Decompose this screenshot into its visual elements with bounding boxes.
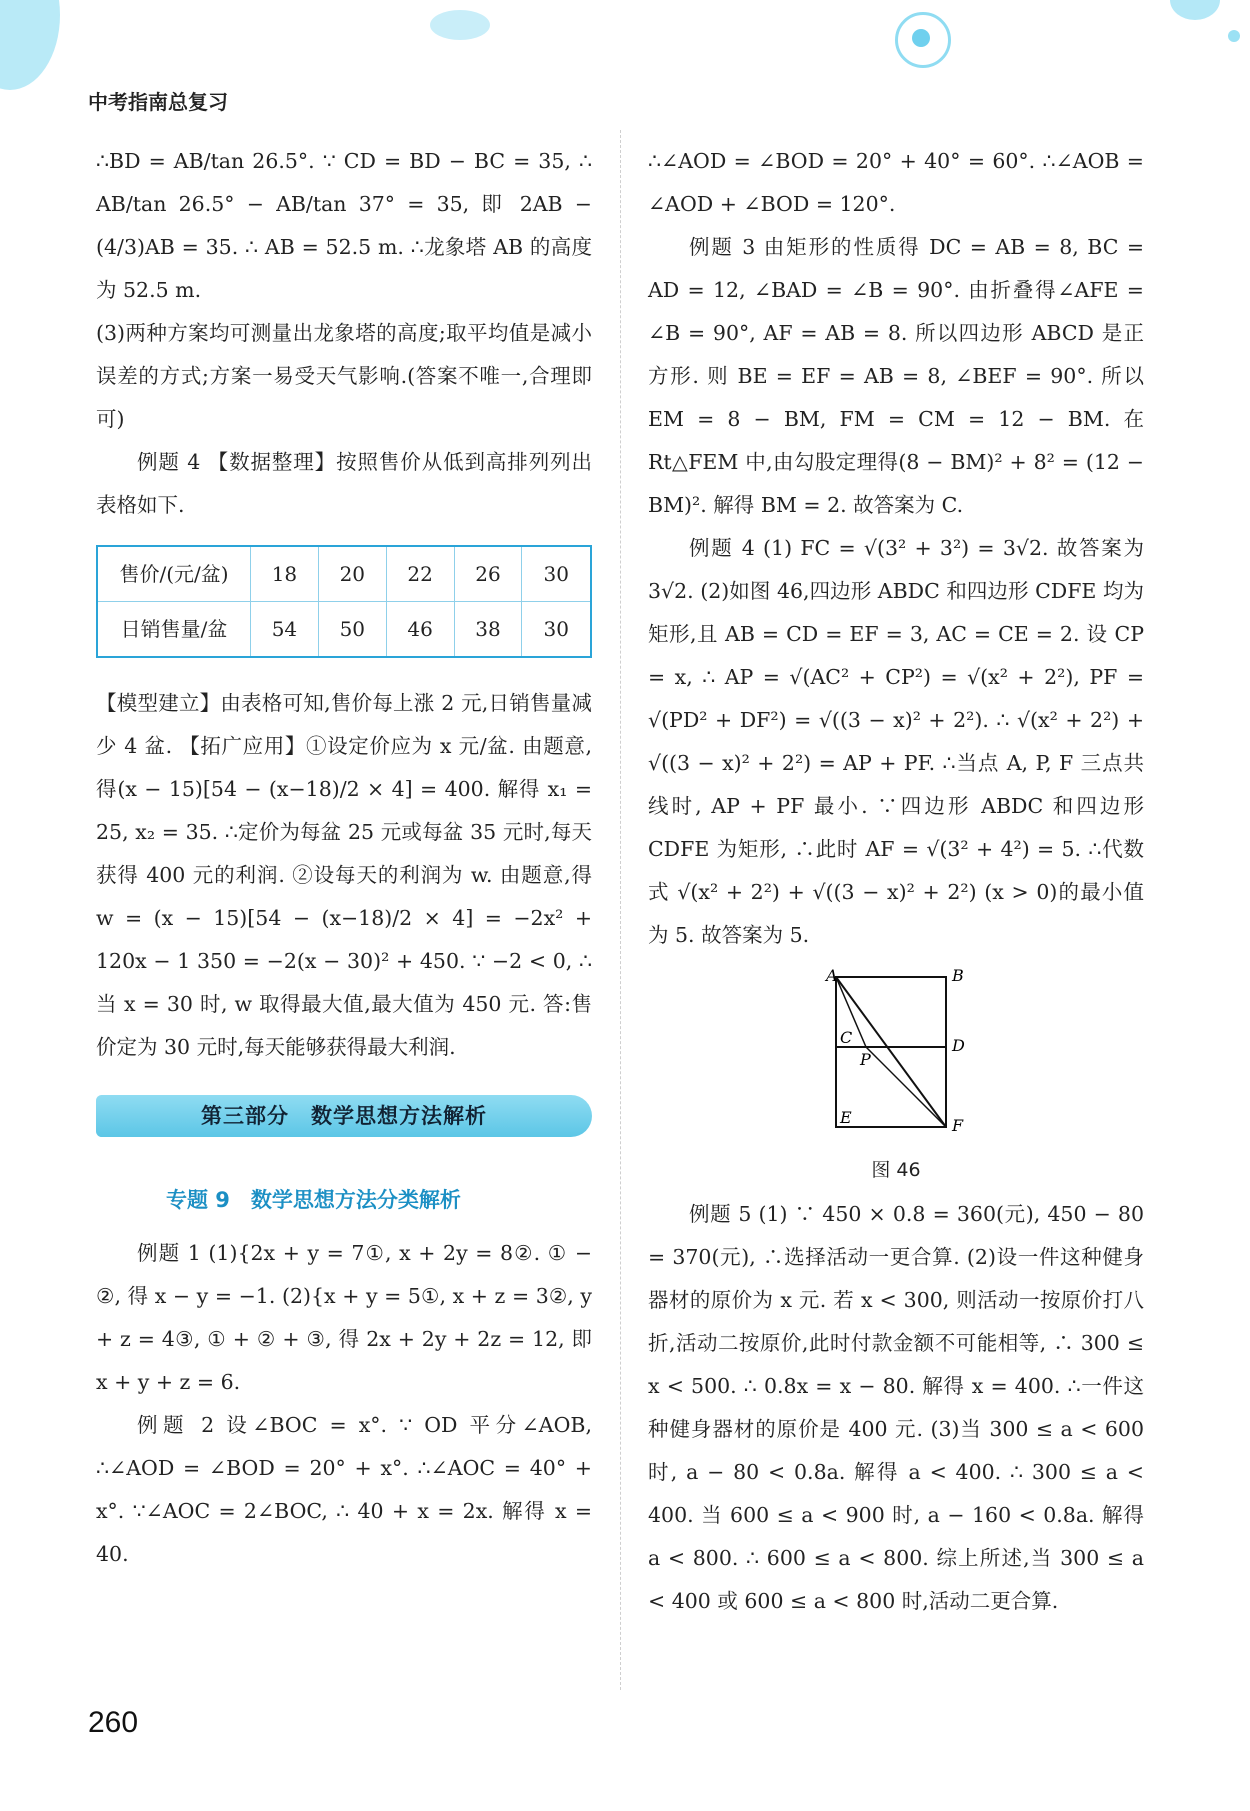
price-sales-table — [96, 545, 592, 658]
left-paragraph-4: 【模型建立】由表格可知,售价每上涨 2 元,日销售量减少 4 盆. 【拓广应用】①设定价应为 x 元/盆. 由题意,得(x − 15)[54 − (x−18)/2 × 4] = 400. 解得 x₁ = 25, x₂ = 35. ∴定价为每盆 25 元或每盆 35 元时,每天获得 400 元的利润. ②设每天的利润为 w. 由题意,得 w = (x − 15)[54 − (x−18)/2 × 4] = −2x² + 120x − 1 350 = −2(x − 30)² + 450. ∵ −2 < 0, ∴当 x = 30 时, w 取得最大值,最大值为 450 元. 答:售价定为 30 元时,每天能够获得最大利润. — [96, 691, 592, 1059]
table-cell: 54 — [251, 602, 319, 658]
label-a: A — [826, 967, 838, 985]
header-title: 中考指南总复习 — [88, 90, 228, 114]
label-e: E — [840, 1108, 852, 1127]
left-paragraph-6: 例题 2 设∠BOC = x°. ∵ OD 平分∠AOB, ∴∠AOD = ∠BOD = 20° + x°. ∴∠AOC = 40° + x°. ∵∠AOC = 2∠BOC, ∴ 40 + x = 2x. 解得 x = 40. — [96, 1413, 592, 1566]
decor-dot-right — [1228, 30, 1240, 42]
decor-bubble-small — [430, 10, 490, 40]
decor-dot — [912, 29, 930, 47]
right-column — [648, 140, 1144, 1623]
table-cell: 22 — [386, 546, 454, 602]
table-cell: 38 — [454, 602, 522, 658]
right-paragraph-3: 例题 4 (1) FC = √(3² + 3²) = 3√2. 故答案为 3√2. (2)如图 46,四边形 ABDC 和四边形 CDFE 均为矩形,且 AB = CD = EF = 3, AC = CE = 2. 设 CP = x, ∴ AP = √(AC² + CP²) = √(x² + 2²), PF = √(PD² + DF²) = √((3 − x)² + 2²). ∴ √(x² + 2²) + √((3 − x)² + 2²) = AP + PF. ∴当点 A, P, F 三点共线时, AP + PF 最小. ∵四边形 ABDC 和四边形 CDFE 为矩形, ∴此时 AF = √(3² + 4²) = 5. ∴代数式 √(x² + 2²) + √((3 − x)² + 2²) (x > 0)的最小值为 5. 故答案为 5. — [648, 536, 1144, 947]
table-cell: 30 — [522, 546, 591, 602]
right-paragraph-2: 例题 3 由矩形的性质得 DC = AB = 8, BC = AD = 12, ∠BAD = ∠B = 90°. 由折叠得∠AFE = ∠B = 90°, AF = AB = 8. 所以四边形 ABCD 是正方形. 则 BE = EF = AB = 8, ∠BEF = 90°. 所以 EM = 8 − BM, FM = CM = 12 − BM. 在 Rt△FEM 中,由勾股定理得(8 − BM)² + 8² = (12 − BM)². 解得 BM = 2. 故答案为 C. — [648, 235, 1144, 517]
left-paragraph-3: 例题 4 【数据整理】按照售价从低到高排列列出表格如下. — [96, 450, 592, 517]
table-row — [97, 546, 591, 602]
segment-pf — [866, 1047, 946, 1127]
segment-af — [836, 977, 946, 1127]
label-c: C — [840, 1028, 853, 1047]
page-number: 260 — [88, 1706, 139, 1739]
topic-title: 专题 9 数学思想方法分类解析 — [166, 1188, 461, 1212]
label-p: P — [860, 1050, 871, 1069]
column-divider — [620, 130, 621, 1690]
decor-bubble-right — [1170, 0, 1220, 20]
label-d: D — [952, 1036, 965, 1055]
right-paragraph-1: ∴∠AOD = ∠BOD = 20° + 40° = 60°. ∴∠AOB = ∠AOD + ∠BOD = 120°. — [648, 149, 1144, 216]
table-cell: 46 — [386, 602, 454, 658]
label-f: F — [952, 1116, 964, 1135]
left-paragraph-2: (3)两种方案均可测量出龙象塔的高度;取平均值是减小误差的方式;方案一易受天气影响.(答案不唯一,合理即可) — [96, 321, 592, 431]
left-column — [96, 140, 592, 1576]
section-banner: 第三部分 数学思想方法解析 — [96, 1095, 592, 1137]
left-paragraph-5: 例题 1 (1){2x + y = 7①, x + 2y = 8②. ① − ②, 得 x − y = −1. (2){x + y = 5①, x + z = 3②, y + z = 4③, ① + ② + ③, 得 2x + 2y + 2z = 12, 即 x + y + z = 6. — [96, 1241, 592, 1394]
table-cell: 50 — [318, 602, 386, 658]
table-cell: 18 — [251, 546, 319, 602]
geometry-diagram — [648, 967, 1144, 1147]
right-paragraph-4: 例题 5 (1) ∵ 450 × 0.8 = 360(元), 450 − 80 = 370(元), ∴选择活动一更合算. (2)设一件这种健身器材的原价为 x 元. 若 x < 300, 则活动一按原价打八折,活动二按原价,此时付款金额不可能相等, ∴ 300 ≤ x < 500. ∴ 0.8x = x − 80. 解得 x = 400. ∴一件这种健身器材的原价是 400 元. (3)当 300 ≤ a < 600 时, a − 80 < 0.8a. 解得 a < 400. ∴ 300 ≤ a < 400. 当 600 ≤ a < 900 时, a − 160 < 0.8a. 解得 a < 800. ∴ 600 ≤ a < 800. 综上所述,当 300 ≤ a < 400 或 600 ≤ a < 800 时,活动二更合算. — [648, 1202, 1144, 1613]
figure-46 — [648, 967, 1144, 1181]
decor-bubble-large — [0, 0, 60, 90]
table-row — [97, 602, 591, 658]
table-row-header: 日销售量/盆 — [97, 602, 251, 658]
figure-caption: 图 46 — [871, 1159, 921, 1181]
label-b: B — [952, 967, 964, 985]
left-paragraph-1: ∴BD = AB/tan 26.5°. ∵ CD = BD − BC = 35, ∴ AB/tan 26.5° − AB/tan 37° = 35, 即 2AB − (4/3)AB = 35. ∴ AB = 52.5 m. ∴龙象塔 AB 的高度为 52.5 m. — [96, 149, 592, 302]
table-cell: 30 — [522, 602, 591, 658]
table-row-header: 售价/(元/盆) — [97, 546, 251, 602]
table-cell: 26 — [454, 546, 522, 602]
table-cell: 20 — [318, 546, 386, 602]
